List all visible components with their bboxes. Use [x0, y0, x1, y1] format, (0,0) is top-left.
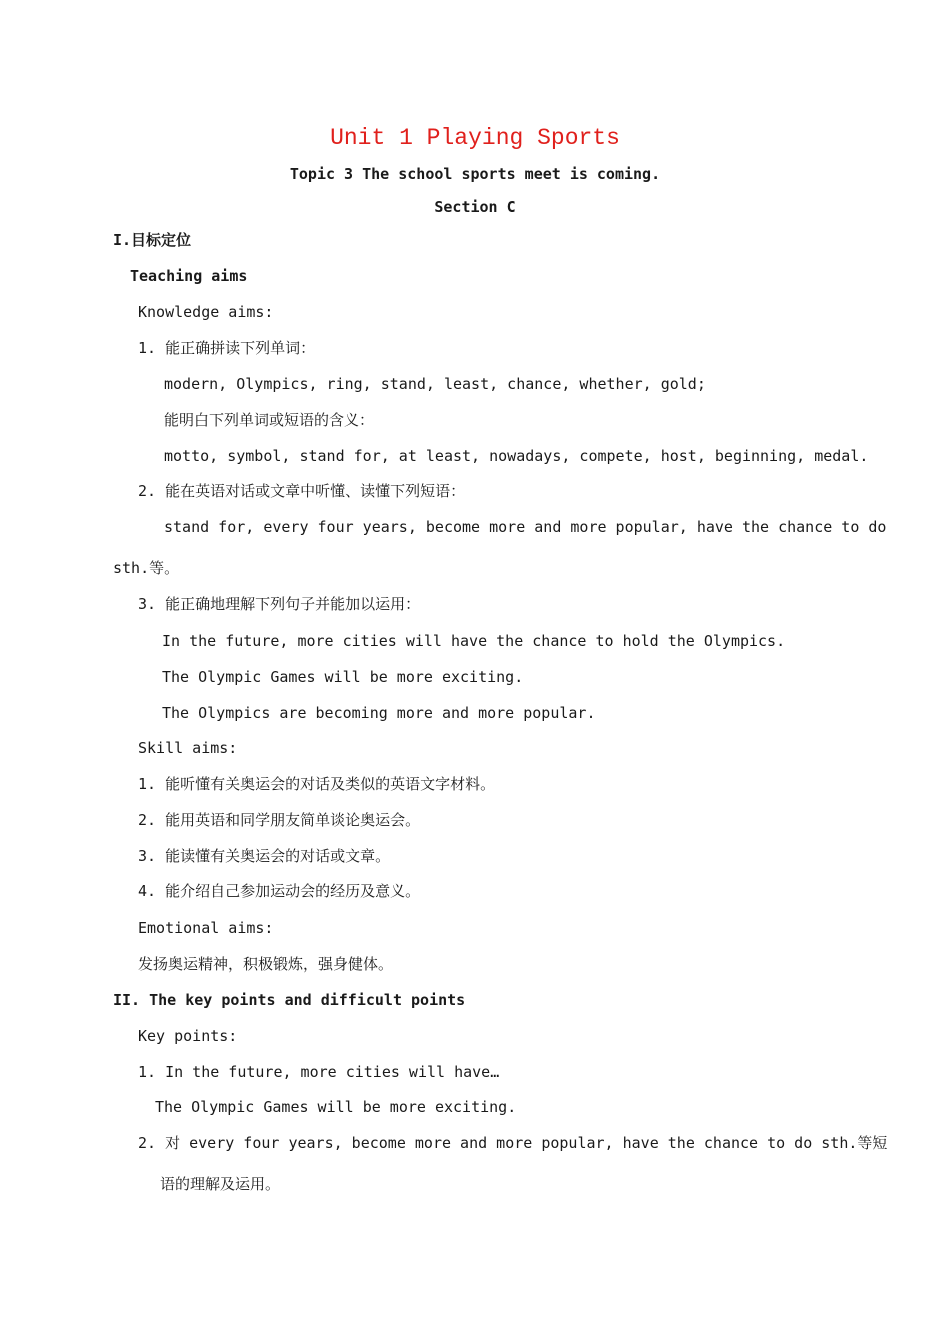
emotional-aims-label: Emotional aims: [138, 919, 274, 937]
skill-item-1: 1. 能听懂有关奥运会的对话及类似的英语文字材料。 [138, 775, 496, 793]
teaching-aims-heading: Teaching aims [130, 267, 248, 285]
knowledge-item-3: 3. 能正确地理解下列句子并能加以运用： [138, 595, 421, 613]
section-label: Section C [434, 198, 516, 216]
emotional-item: 发扬奥运精神，积极锻炼，强身健体。 [138, 955, 394, 973]
skill-item-4: 4. 能介绍自己参加运动会的经历及意义。 [138, 882, 421, 900]
document-title: Unit 1 Playing Sports [330, 125, 620, 151]
knowledge-item-1: 1. 能正确拼读下列单词： [138, 339, 316, 357]
key-point-1-cont: The Olympic Games will be more exciting. [155, 1098, 517, 1116]
knowledge-words-meaning: motto, symbol, stand for, at least, nowadays, compete, host, beginning, medal. [164, 447, 869, 465]
sentence-3: The Olympics are becoming more and more popular. [162, 704, 596, 722]
knowledge-phrases-tail: sth.等。 [113, 559, 180, 577]
skill-item-2: 2. 能用英语和同学朋友简单谈论奥运会。 [138, 811, 421, 829]
sentence-2: The Olympic Games will be more exciting. [162, 668, 524, 686]
part2-heading: II. The key points and difficult points [113, 991, 466, 1009]
skill-item-3: 3. 能读懂有关奥运会的对话或文章。 [138, 847, 391, 865]
topic-subtitle: Topic 3 The school sports meet is coming. [289, 165, 661, 183]
knowledge-aims-label: Knowledge aims: [138, 303, 274, 321]
skill-aims-label: Skill aims: [138, 739, 238, 757]
knowledge-words-spell: modern, Olympics, ring, stand, least, chance, whether, gold; [164, 375, 706, 393]
key-point-1: 1. In the future, more cities will have… [138, 1063, 500, 1081]
knowledge-phrases: stand for, every four years, become more and more popular, have the chance to do [164, 518, 887, 536]
key-points-label: Key points: [138, 1027, 238, 1045]
part1-heading: I.目标定位 [113, 231, 192, 249]
key-point-2: 2. 对 every four years, become more and more popular, have the chance to do sth.等短 [138, 1134, 888, 1152]
knowledge-item-2: 2. 能在英语对话或文章中听懂、读懂下列短语： [138, 482, 466, 500]
knowledge-item-1-sub: 能明白下列单词或短语的含义： [164, 411, 375, 429]
sentence-1: In the future, more cities will have the chance to hold the Olympics. [162, 632, 786, 650]
key-point-2-cont: 语的理解及运用。 [160, 1175, 281, 1193]
